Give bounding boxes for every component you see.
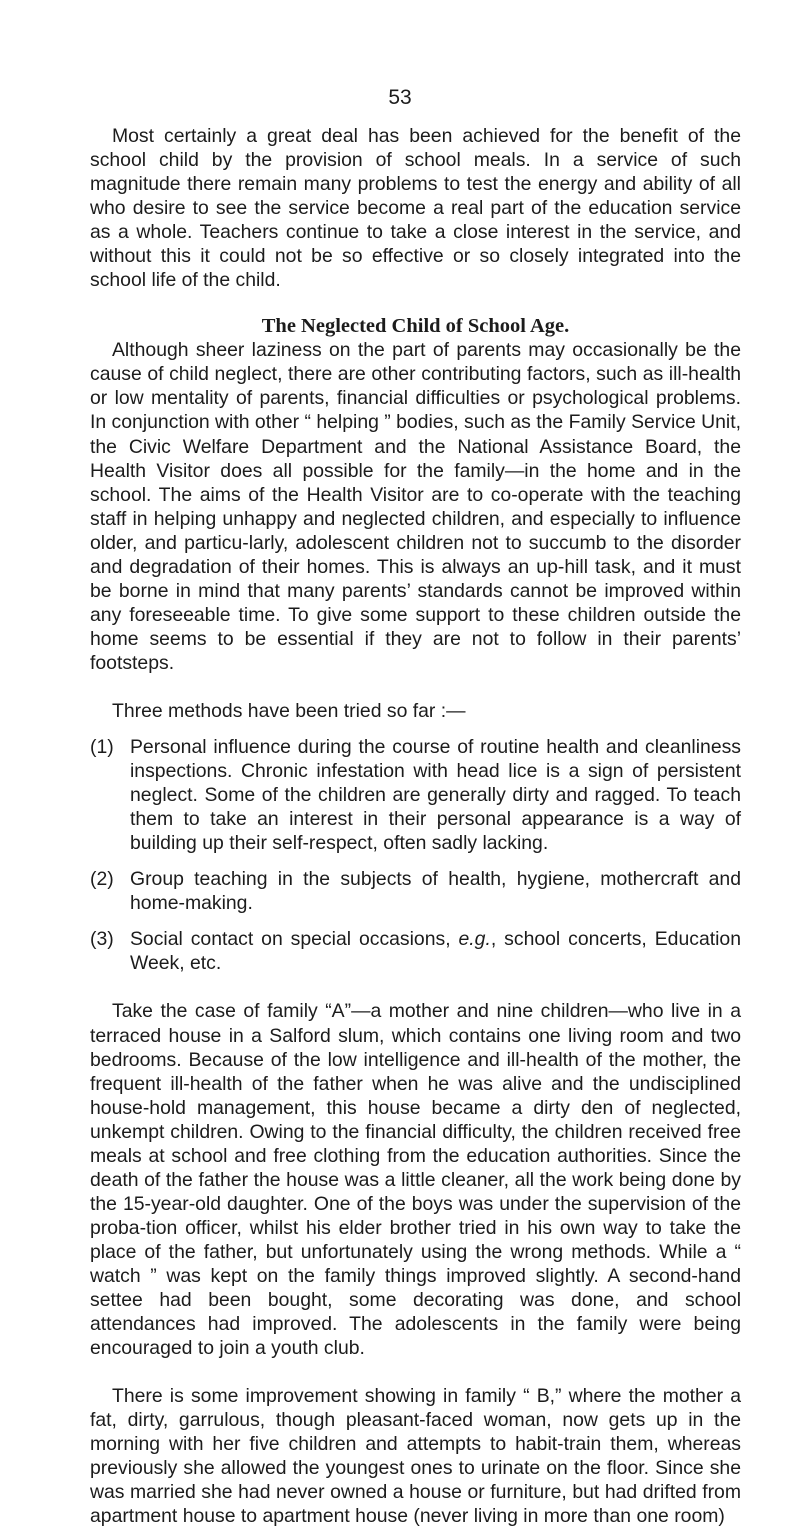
methods-list xyxy=(90,735,741,975)
list-item xyxy=(90,867,741,915)
paragraph-family-b: There is some improvement showing in family “ B,” where the mother a fat, dirty, garrulous, though pleasant-faced woman, now gets up in the morning with her five children and attempts to habit-train them, whereas previously she allowed the youngest ones to urinate on the floor. Since she was married she had never owned a house or furniture, but had drifted from apartment house to apartment house (never living in more than one room) xyxy=(90,1385,741,1528)
paragraph-neglect-causes: Although sheer laziness on the part of parents may occasionally be the cause of child neglect, there are other contributing factors, such as ill-health or low mentality of parents, financial difficulties or psychological problems. In conjunction with other “ helping ” bodies, such as the Family Service Unit, the Civic Welfare Department and the National Assistance Board, the Health Visitor does all possible for the family—in the home and in the school. The aims of the Health Visitor are to co-operate with the teaching staff in helping unhappy and neglected children, and especially to influence older, and particu-larly, adolescent children not to succumb to the disorder and degradation of their homes. This is always an up-hill task, and it must be borne in mind that many parents’ standards cannot be improved within any foreseeable time. To give some support to these children outside the home seems to be essential if they are not to follow in their parents’ footsteps. xyxy=(90,339,741,674)
list-item-text-italic: e.g. xyxy=(458,928,491,951)
page-number: 53 xyxy=(388,86,412,109)
list-item-text: Group teaching in the subjects of health, hygiene, mothercraft and home-making. xyxy=(130,868,741,915)
list-item xyxy=(90,735,741,855)
list-item-text: Personal influence during the course of routine health and cleanliness inspections. Chronic infestation with head lice is a sign of persistent neglect. Some of the children are generally dirty and ragged. To teach them to take an interest in their personal appearance is a way of building up their self-respect, often sadly lacking. xyxy=(130,736,741,855)
list-item-number: (1) xyxy=(90,736,114,759)
paragraph-family-a: Take the case of family “A”—a mother and nine children—who live in a terraced house in a Salford slum, which contains one living room and two bedrooms. Because of the low intelligence and ill-health of the mother, the frequent ill-health of the father when he was alive and the undisciplined house-hold management, this house became a dirty den of neglected, unkempt children. Owing to the financial difficulty, the children received free meals at school and free clothing from the education authorities. Since the death of the father the house was a little cleaner, all the work being done by the 15-year-old daughter. One of the boys was under the supervision of the proba-tion officer, whilst his elder brother tried in his own way to take the place of the father, but unfortunately using the wrong methods. While a “ watch ” was kept on the family things improved slightly. A second-hand settee had been bought, some decorating was done, and school attendances had improved. The adolescents in the family were being encouraged to join a youth club. xyxy=(90,1000,741,1360)
list-item-text-end: , school concerts, Education Week, etc. xyxy=(130,928,741,975)
list-item-text-start: Social contact on special occasions, xyxy=(130,928,459,951)
list-item-number: (3) xyxy=(90,928,114,951)
list-item xyxy=(90,927,741,975)
paragraph-methods-intro: Three methods have been tried so far :— xyxy=(112,699,466,722)
section-heading: The Neglected Child of School Age. xyxy=(261,315,570,338)
list-item-text xyxy=(130,927,741,975)
paragraph-school-meals: Most certainly a great deal has been achieved for the benefit of the school child by the provision of school meals. In a service of such magnitude there remain many problems to test the energy and ability of all who desire to see the service become a real part of the education service as a whole. Teachers continue to take a close interest in the service, and without this it could not be so effective or so closely integrated into the school life of the child. xyxy=(90,125,741,292)
list-item-number: (2) xyxy=(90,868,114,891)
text-column xyxy=(90,124,741,1528)
